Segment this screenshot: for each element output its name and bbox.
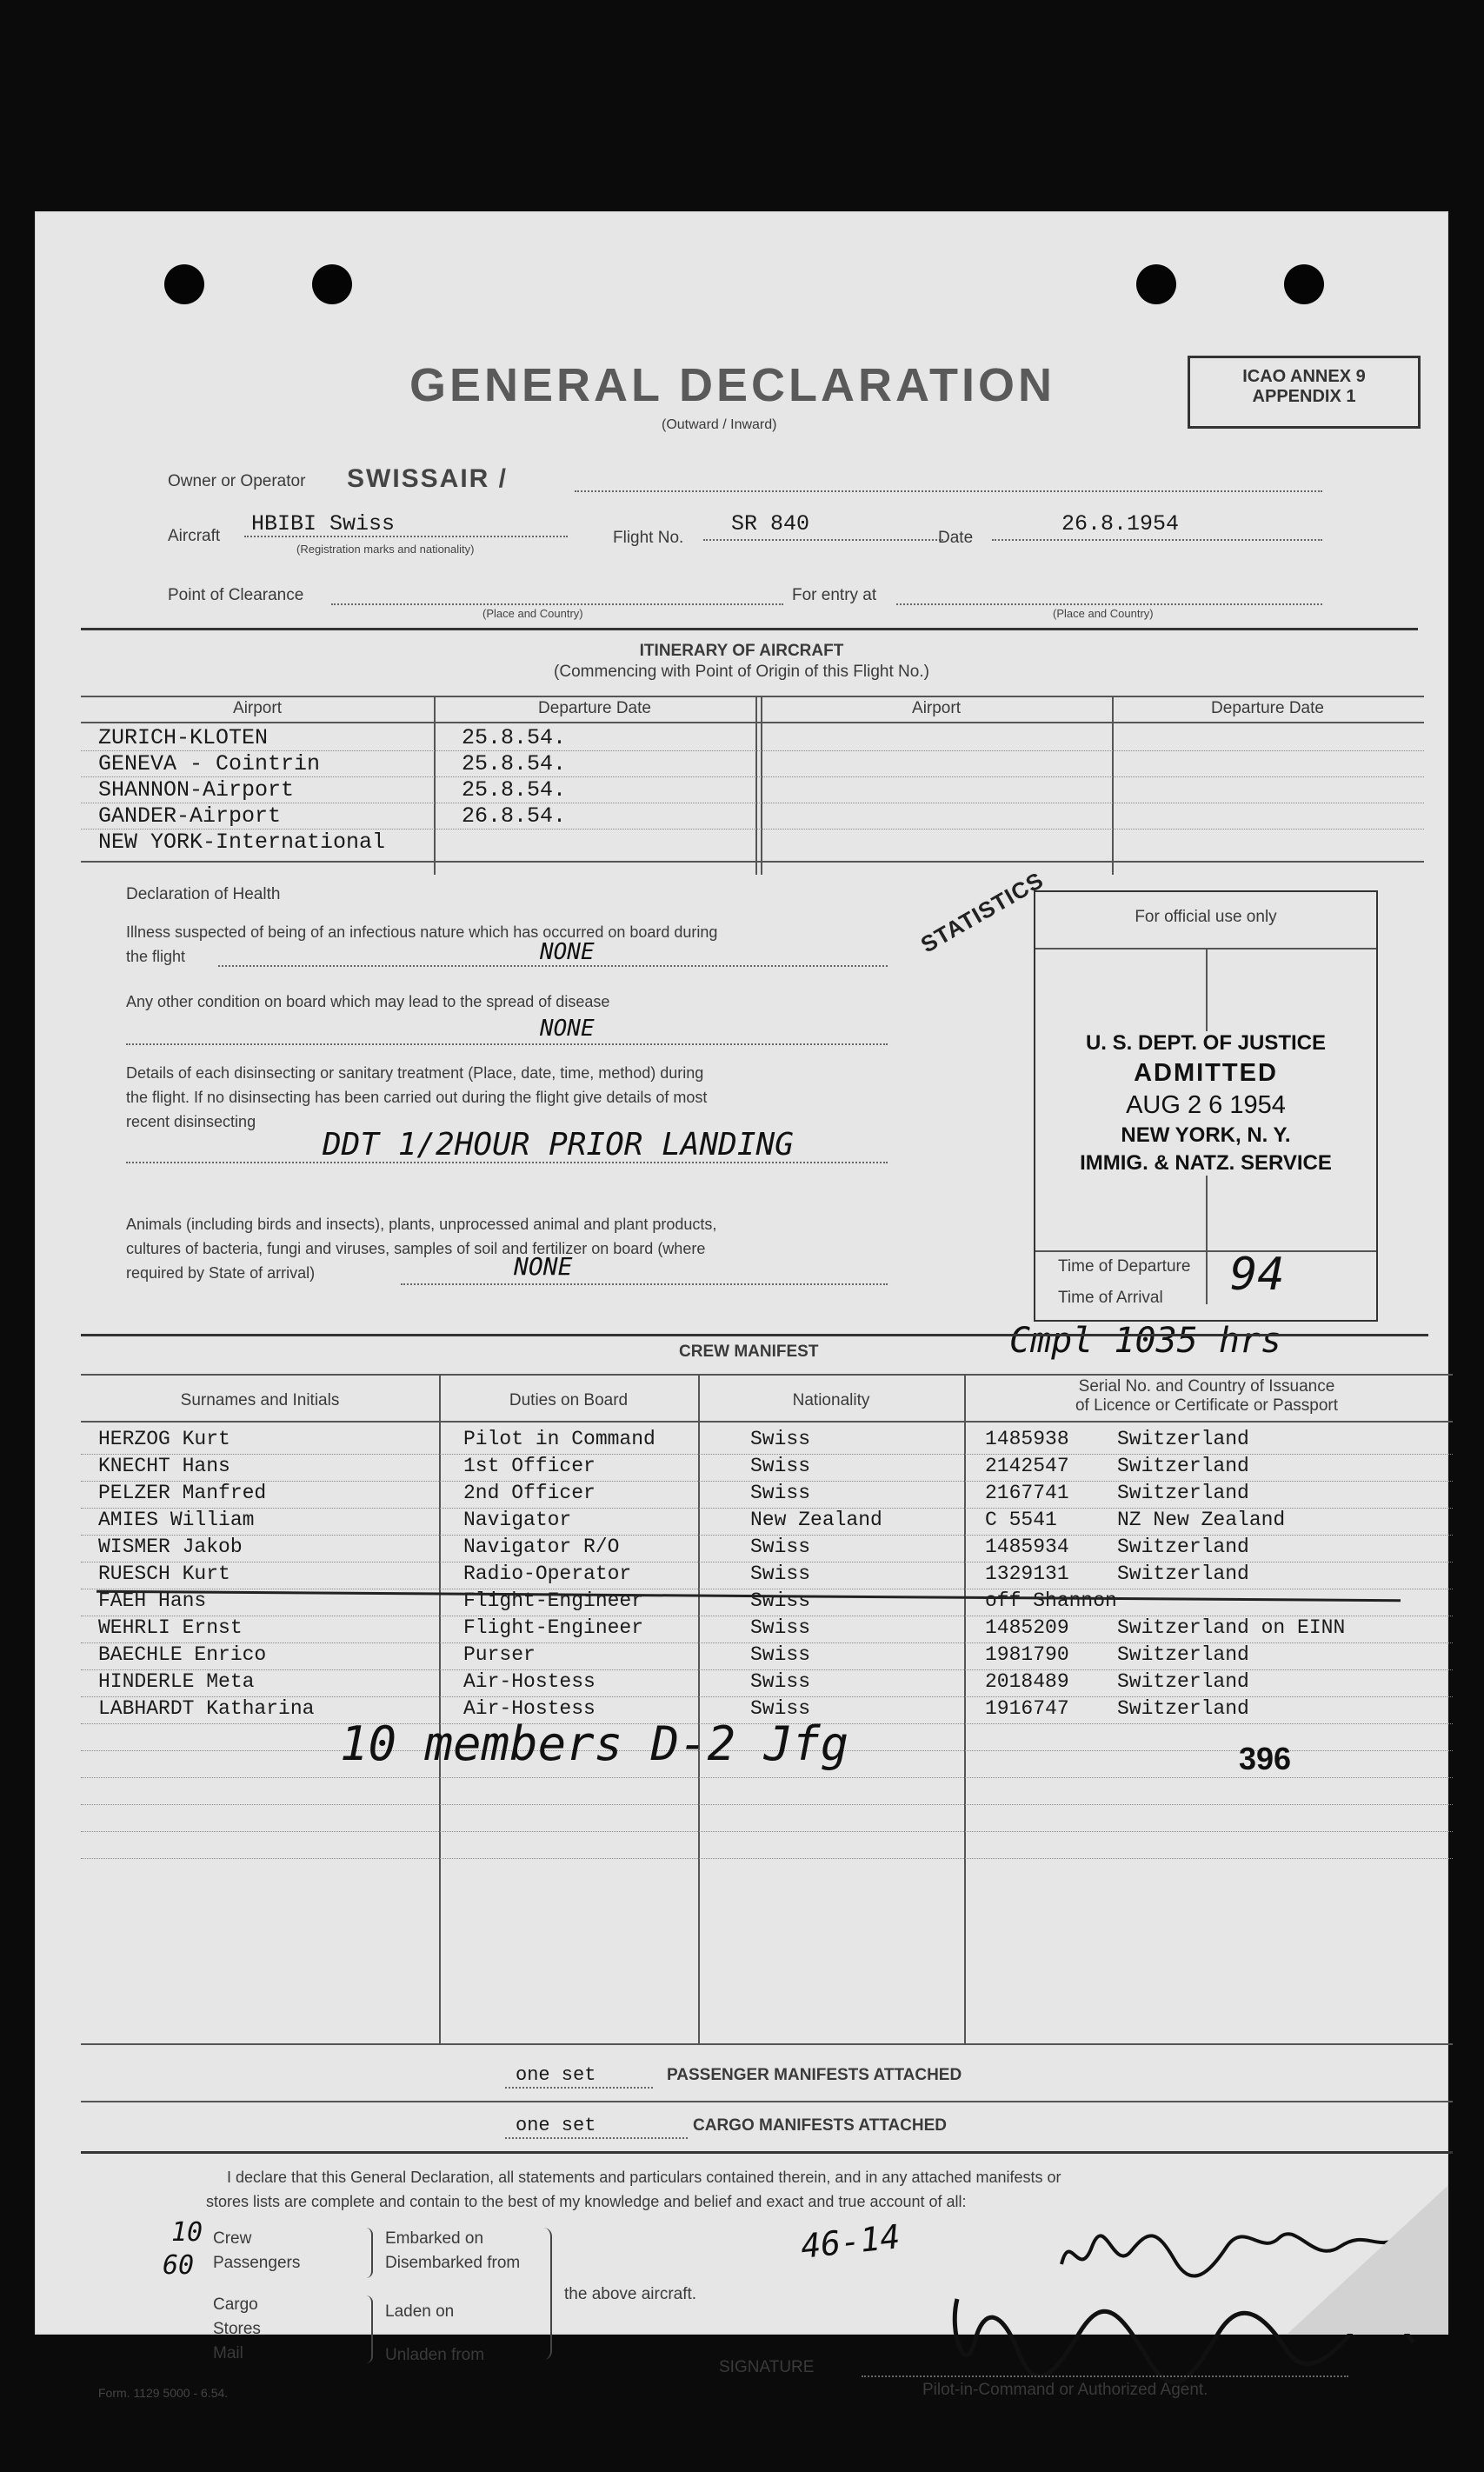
crew-label: Crew xyxy=(213,2229,252,2248)
row-line xyxy=(81,1858,1453,1859)
health-title: Declaration of Health xyxy=(126,885,281,903)
crew-name: WISMER Jakob xyxy=(98,1536,243,1558)
punch-hole xyxy=(1136,264,1176,304)
crew-name: AMIES William xyxy=(98,1509,255,1531)
document-page xyxy=(35,211,1448,2400)
itinerary-bottom-line xyxy=(81,861,1424,863)
crew-nationality: New Zealand xyxy=(750,1509,882,1531)
row-line xyxy=(81,1804,1453,1805)
annex-box xyxy=(1188,356,1421,429)
crew-name: WEHRLI Ernst xyxy=(98,1616,243,1639)
manifest-line xyxy=(505,2087,653,2089)
itin-col-airport2: Airport xyxy=(912,699,961,717)
cargo-manifest-label: CARGO MANIFESTS ATTACHED xyxy=(693,2116,948,2135)
health-q1b: the flight xyxy=(126,948,186,965)
official-bottom-line xyxy=(1035,1250,1376,1252)
crew-serial: off Shannon xyxy=(985,1589,1117,1612)
crew-serial: 1981790 xyxy=(985,1643,1069,1666)
crew-duty: 1st Officer xyxy=(463,1455,596,1477)
crew-col-name: Surnames and Initials xyxy=(180,1391,340,1409)
itin-col-sep xyxy=(434,696,436,875)
row-line xyxy=(81,1777,1453,1778)
stamp-line: NEW YORK, N. Y. xyxy=(1121,1123,1291,1147)
health-line xyxy=(218,965,888,967)
declaration-text-b: stores lists are complete and contain to the best of my knowledge and belief and exact and true account of all: xyxy=(206,2193,967,2210)
divider xyxy=(81,628,1418,630)
crew-col-serial-b: of Licence or Certificate or Passport xyxy=(1075,1396,1339,1415)
punch-hole xyxy=(1284,264,1324,304)
crew-duty: Navigator xyxy=(463,1509,572,1531)
crew-serial: 2142547 xyxy=(985,1455,1069,1477)
crew-serial: 2167741 xyxy=(985,1482,1069,1504)
form-reference: Form. 1129 5000 - 6.54. xyxy=(98,2386,229,2400)
crew-header-line xyxy=(81,1421,1453,1423)
aircraft-value: HBIBI Swiss xyxy=(251,511,396,536)
itinerary-header-line xyxy=(81,722,1424,723)
itin-date: 25.8.54. xyxy=(462,777,567,803)
signature-line xyxy=(862,2375,1348,2377)
crew-bottom-line xyxy=(81,2043,1453,2045)
health-q4b: cultures of bacteria, fungi and viruses, samples of soil and fertilizer on board (where xyxy=(126,1240,706,1257)
unladen-label: Unladen from xyxy=(385,2346,485,2364)
crew-country: Switzerland xyxy=(1117,1670,1249,1693)
annex-label: ICAO ANNEX 9 xyxy=(1242,367,1366,386)
crew-country: Switzerland on EINN xyxy=(1117,1616,1346,1639)
itin-airport: GANDER-Airport xyxy=(98,803,282,829)
departure-time-label: Time of Departure xyxy=(1058,1257,1191,1276)
crew-name: HINDERLE Meta xyxy=(98,1670,255,1693)
cargo-label: Cargo xyxy=(213,2295,258,2314)
crew-nationality: Swiss xyxy=(750,1455,811,1477)
divider xyxy=(81,2101,1453,2102)
aircraft-line xyxy=(244,536,568,537)
disembarked-label: Disembarked from xyxy=(385,2254,521,2272)
crew-duty: Flight-Engineer xyxy=(463,1616,644,1639)
mail-label: Mail xyxy=(213,2344,243,2362)
itin-col-departure: Departure Date xyxy=(538,699,651,717)
health-answer-2: NONE xyxy=(540,1016,595,1042)
crew-duty: Pilot in Command xyxy=(463,1428,655,1450)
itinerary-subtitle: (Commencing with Point of Origin of this Flight No.) xyxy=(554,663,929,681)
declaration-text: I declare that this General Declaration, all statements and particulars contained therein, and in any attached manifests or xyxy=(227,2169,1061,2186)
itin-col-sep xyxy=(755,696,757,875)
health-line xyxy=(401,1283,888,1285)
crew-col-duty: Duties on Board xyxy=(509,1391,629,1409)
crew-nationality: Swiss xyxy=(750,1670,811,1693)
owner-line xyxy=(575,490,1322,492)
entry-line xyxy=(896,603,1322,605)
divider xyxy=(81,2151,1453,2154)
aircraft-label: Aircraft xyxy=(168,527,221,545)
cargo-manifest-prefix: one set xyxy=(516,2115,596,2136)
crew-duty: Navigator R/O xyxy=(463,1536,620,1558)
crew-duty: Radio-Operator xyxy=(463,1562,632,1585)
crew-nationality: Swiss xyxy=(750,1616,811,1639)
stamp-line: U. S. DEPT. OF JUSTICE xyxy=(1085,1031,1327,1055)
aircraft-phrase: the above aircraft. xyxy=(564,2285,697,2303)
punch-hole xyxy=(164,264,204,304)
itin-col-departure2: Departure Date xyxy=(1211,699,1324,717)
date-label: Date xyxy=(938,529,974,547)
crew-duty: Purser xyxy=(463,1643,536,1666)
completion-note: Cmpl 1035 hrs xyxy=(1009,1321,1282,1361)
crew-nationality: Swiss xyxy=(750,1697,811,1720)
owner-value: SWISSAIR / xyxy=(347,464,509,493)
crew-col-serial: Serial No. and Country of Issuance xyxy=(1078,1377,1335,1396)
page-subtitle: (Outward / Inward) xyxy=(662,417,777,432)
flight-label: Flight No. xyxy=(613,529,684,547)
strike-through xyxy=(96,1590,1401,1602)
itin-airport: ZURICH-KLOTEN xyxy=(98,725,269,750)
page-title: GENERAL DECLARATION xyxy=(409,359,1056,411)
itin-date: 25.8.54. xyxy=(462,725,567,750)
passenger-manifest-prefix: one set xyxy=(516,2064,596,2086)
stores-label: Stores xyxy=(213,2320,261,2338)
itin-col-airport: Airport xyxy=(233,699,282,717)
crew-serial: 1485209 xyxy=(985,1616,1069,1639)
crew-name: FAEH Hans xyxy=(98,1589,207,1612)
stamp-line: ADMITTED xyxy=(1134,1059,1278,1087)
crew-nationality: Swiss xyxy=(750,1643,811,1666)
health-q4: Animals (including birds and insects), plants, unprocessed animal and plant products, xyxy=(126,1216,717,1233)
crew-duty: Air-Hostess xyxy=(463,1670,596,1693)
itin-col-sep xyxy=(1112,696,1114,875)
crew-nationality: Swiss xyxy=(750,1536,811,1558)
crew-handwritten-total: 10 members D-2 Jfg xyxy=(340,1716,849,1771)
clearance-caption: (Place and Country) xyxy=(482,607,583,620)
crew-duty: Flight-Engineer xyxy=(463,1589,644,1612)
appendix-label: APPENDIX 1 xyxy=(1252,387,1356,406)
signer-label: Pilot-in-Command or Authorized Agent. xyxy=(922,2381,1208,2399)
crew-country: Switzerland xyxy=(1117,1562,1249,1585)
brace-large xyxy=(540,2228,552,2360)
itin-date: 26.8.54. xyxy=(462,803,567,829)
crew-name: KNECHT Hans xyxy=(98,1455,230,1477)
row-line xyxy=(81,1831,1453,1832)
number-stamp: 396 xyxy=(1239,1741,1292,1776)
statistics-stamp: STATISTICS xyxy=(915,866,1048,958)
date-line xyxy=(992,539,1322,541)
health-line xyxy=(126,1043,888,1045)
owner-label: Owner or Operator xyxy=(168,472,306,490)
health-q2: Any other condition on board which may lead to the spread of disease xyxy=(126,993,610,1010)
crew-serial: 1916747 xyxy=(985,1697,1069,1720)
health-q3b: the flight. If no disinsecting has been carried out during the flight give details of most xyxy=(126,1089,708,1106)
crew-top-line xyxy=(81,1374,1453,1376)
itin-date: 25.8.54. xyxy=(462,751,567,776)
arrival-handwritten: 94 xyxy=(1230,1249,1285,1301)
itin-airport: SHANNON-Airport xyxy=(98,777,295,803)
crew-col-sep xyxy=(439,1374,441,2043)
crew-country: NZ New Zealand xyxy=(1117,1509,1286,1531)
health-q4c: required by State of arrival) xyxy=(126,1264,316,1282)
brace xyxy=(363,2295,373,2363)
handwritten-number: 46-14 xyxy=(799,2217,902,2266)
crew-country: Switzerland xyxy=(1117,1697,1249,1720)
crew-name: PELZER Manfred xyxy=(98,1482,267,1504)
passenger-count: 60 xyxy=(163,2250,195,2281)
flight-value: SR 840 xyxy=(731,511,810,536)
manifest-line xyxy=(505,2137,688,2139)
laden-label: Laden on xyxy=(385,2302,455,2321)
health-answer-1: NONE xyxy=(540,939,595,965)
crew-country: Switzerland xyxy=(1117,1643,1249,1666)
clearance-line xyxy=(331,603,783,605)
itinerary-title: ITINERARY OF AIRCRAFT xyxy=(639,642,844,660)
crew-country: Switzerland xyxy=(1117,1536,1249,1558)
itin-airport: GENEVA - Cointrin xyxy=(98,751,321,776)
crew-country: Switzerland xyxy=(1117,1428,1249,1450)
stamp-line: IMMIG. & NATZ. SERVICE xyxy=(1080,1151,1332,1175)
flight-line xyxy=(703,539,943,541)
health-answer-4: NONE xyxy=(514,1252,573,1281)
passenger-manifest-label: PASSENGER MANIFESTS ATTACHED xyxy=(667,2066,962,2084)
signature-label: SIGNATURE xyxy=(719,2358,815,2376)
crew-country: Switzerland xyxy=(1117,1482,1249,1504)
crew-country: Switzerland xyxy=(1117,1455,1249,1477)
date-value: 26.8.1954 xyxy=(1061,511,1180,536)
crew-duty: Air-Hostess xyxy=(463,1697,596,1720)
crew-duty: 2nd Officer xyxy=(463,1482,596,1504)
crew-col-nat: Nationality xyxy=(792,1391,870,1409)
itinerary-top-line xyxy=(81,696,1424,697)
passengers-label: Passengers xyxy=(213,2254,301,2272)
punch-hole xyxy=(312,264,352,304)
crew-name: BAECHLE Enrico xyxy=(98,1643,267,1666)
crew-nationality: Swiss xyxy=(750,1428,811,1450)
arrival-time-label: Time of Arrival xyxy=(1058,1289,1163,1307)
clearance-label: Point of Clearance xyxy=(168,586,304,604)
crew-name: RUESCH Kurt xyxy=(98,1562,230,1585)
crew-serial: 1329131 xyxy=(985,1562,1069,1585)
crew-title: CREW MANIFEST xyxy=(679,1343,819,1361)
entry-label: For entry at xyxy=(792,586,877,604)
crew-serial: C 5541 xyxy=(985,1509,1057,1531)
crew-count: 10 xyxy=(171,2217,203,2248)
crew-col-sep xyxy=(964,1374,966,2043)
health-q3c: recent disinsecting xyxy=(126,1113,256,1130)
crew-col-sep xyxy=(698,1374,700,2043)
crew-nationality: Swiss xyxy=(750,1482,811,1504)
crew-name: LABHARDT Katharina xyxy=(98,1697,315,1720)
crew-nationality: Swiss xyxy=(750,1562,811,1585)
crew-serial: 1485938 xyxy=(985,1428,1069,1450)
admitted-stamp xyxy=(1035,1031,1376,1176)
divider xyxy=(81,1334,1428,1336)
stamp-line: AUG 2 6 1954 xyxy=(1126,1091,1286,1119)
aircraft-caption: (Registration marks and nationality) xyxy=(296,543,475,556)
itin-airport: NEW YORK-International xyxy=(98,830,386,855)
itin-col-sep xyxy=(761,696,762,875)
crew-serial: 1485934 xyxy=(985,1536,1069,1558)
folded-corner xyxy=(1288,2186,1447,2334)
health-q1: Illness suspected of being of an infectious nature which has occurred on board during xyxy=(126,923,718,941)
official-use-title: For official use only xyxy=(1135,908,1277,926)
health-q3: Details of each disinsecting or sanitary treatment (Place, date, time, method) during xyxy=(126,1064,704,1082)
crew-name: HERZOG Kurt xyxy=(98,1428,230,1450)
embarked-label: Embarked on xyxy=(385,2229,484,2248)
health-answer-3: DDT 1/2HOUR PRIOR LANDING xyxy=(323,1127,794,1163)
crew-serial: 2018489 xyxy=(985,1670,1069,1693)
official-use-box xyxy=(1034,890,1378,1322)
crew-nationality: Swiss xyxy=(750,1589,811,1612)
brace xyxy=(363,2228,373,2278)
entry-caption: (Place and Country) xyxy=(1053,607,1154,620)
